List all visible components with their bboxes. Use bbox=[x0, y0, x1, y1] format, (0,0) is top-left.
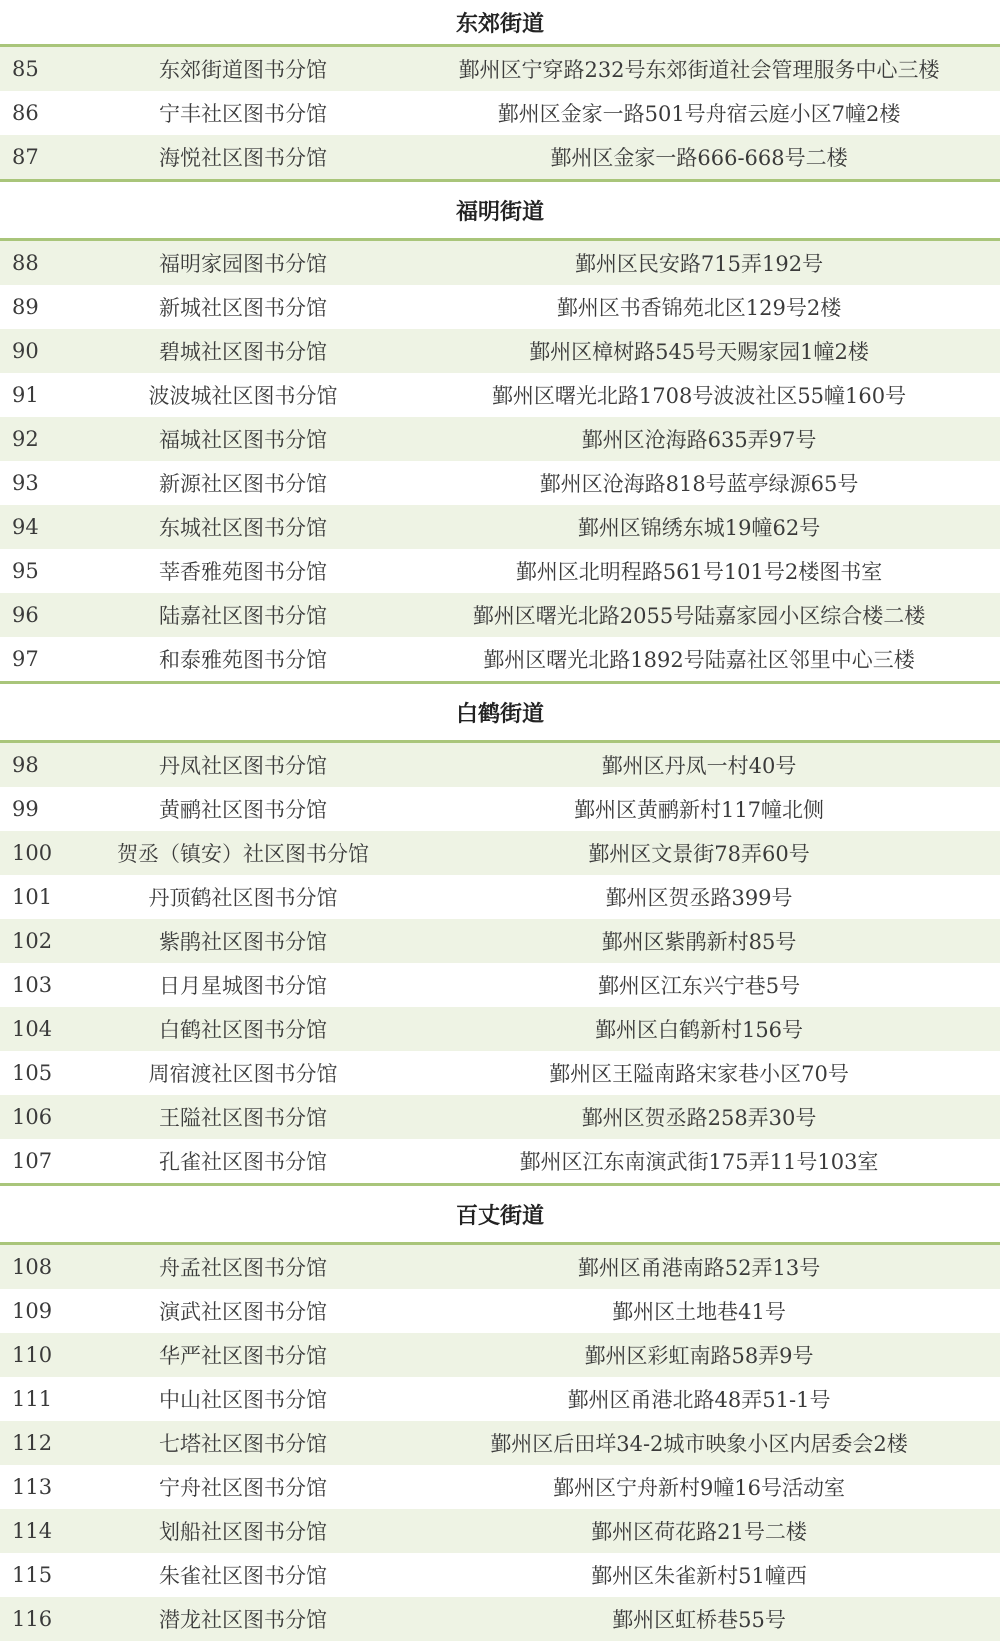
branch-address: 鄞州区沧海路635弄97号 bbox=[581, 428, 817, 452]
table-row bbox=[0, 1051, 1000, 1095]
section-header: 东郊街道 bbox=[0, 0, 1000, 47]
table-row bbox=[0, 1289, 1000, 1333]
branch-address: 鄞州区甬港南路52弄13号 bbox=[577, 1256, 821, 1280]
row-number: 99 bbox=[12, 797, 39, 821]
branch-name: 中山社区图书分馆 bbox=[159, 1388, 327, 1412]
table-row bbox=[0, 47, 1000, 91]
branch-address: 鄞州区白鹤新村156号 bbox=[594, 1018, 804, 1042]
branch-address: 鄞州区丹凤一村40号 bbox=[601, 754, 797, 778]
branch-name: 孔雀社区图书分馆 bbox=[159, 1150, 327, 1174]
branch-address: 鄞州区文景街78弄60号 bbox=[588, 842, 810, 866]
row-number: 110 bbox=[12, 1343, 53, 1367]
row-number: 114 bbox=[12, 1519, 53, 1543]
section-header: 百丈街道 bbox=[0, 1183, 1000, 1245]
branch-name: 新源社区图书分馆 bbox=[159, 472, 327, 496]
row-number: 86 bbox=[12, 101, 39, 125]
branch-address: 鄞州区樟树路545号天赐家园1幢2楼 bbox=[529, 340, 869, 364]
row-number: 93 bbox=[12, 471, 39, 495]
branch-name: 和泰雅苑图书分馆 bbox=[159, 648, 327, 672]
row-number: 94 bbox=[12, 515, 39, 539]
branch-address: 鄞州区曙光北路1708号波波社区55幢160号 bbox=[491, 384, 907, 408]
branch-address: 鄞州区金家一路666-668号二楼 bbox=[550, 146, 848, 170]
row-number: 98 bbox=[12, 753, 39, 777]
branch-name: 宁丰社区图书分馆 bbox=[159, 102, 327, 126]
branch-address: 鄞州区朱雀新村51幢西 bbox=[591, 1564, 807, 1588]
branch-address: 鄞州区江东南演武街175弄11号103室 bbox=[519, 1150, 879, 1174]
branch-address: 鄞州区贺丞路258弄30号 bbox=[581, 1106, 817, 1130]
row-number: 106 bbox=[12, 1105, 53, 1129]
row-number: 111 bbox=[12, 1387, 53, 1411]
branch-name: 黄鹂社区图书分馆 bbox=[159, 798, 327, 822]
table-row bbox=[0, 831, 1000, 875]
row-number: 107 bbox=[12, 1149, 53, 1173]
row-number: 96 bbox=[12, 603, 39, 627]
table-row bbox=[0, 593, 1000, 637]
branch-name: 王隘社区图书分馆 bbox=[159, 1106, 327, 1130]
branch-name: 海悦社区图书分馆 bbox=[159, 146, 327, 170]
table-row bbox=[0, 241, 1000, 285]
branch-address: 鄞州区荷花路21号二楼 bbox=[591, 1520, 807, 1544]
branch-address: 鄞州区黄鹂新村117幢北侧 bbox=[573, 798, 825, 822]
branch-address: 鄞州区曙光北路2055号陆嘉家园小区综合楼二楼 bbox=[472, 604, 926, 628]
table-row bbox=[0, 743, 1000, 787]
branch-name: 潜龙社区图书分馆 bbox=[159, 1608, 327, 1632]
table-row bbox=[0, 1377, 1000, 1421]
table-row bbox=[0, 1509, 1000, 1553]
branch-name: 华严社区图书分馆 bbox=[159, 1344, 327, 1368]
branch-address: 鄞州区北明程路561号101号2楼图书室 bbox=[515, 560, 883, 584]
branch-address: 鄞州区沧海路818号蓝亭绿源65号 bbox=[539, 472, 859, 496]
row-number: 97 bbox=[12, 647, 39, 671]
branch-name: 新城社区图书分馆 bbox=[159, 296, 327, 320]
branch-address: 鄞州区宁舟新村9幢16号活动室 bbox=[552, 1476, 846, 1500]
table-row bbox=[0, 1139, 1000, 1183]
table-row bbox=[0, 373, 1000, 417]
branch-address: 鄞州区贺丞路399号 bbox=[605, 886, 793, 910]
table-row bbox=[0, 285, 1000, 329]
branch-address: 鄞州区紫鹃新村85号 bbox=[601, 930, 797, 954]
branch-name: 周宿渡社区图书分馆 bbox=[148, 1062, 338, 1086]
row-number: 112 bbox=[12, 1431, 53, 1455]
branch-name: 丹凤社区图书分馆 bbox=[159, 754, 327, 778]
section-header: 福明街道 bbox=[0, 179, 1000, 241]
branch-name: 划船社区图书分馆 bbox=[159, 1520, 327, 1544]
branch-name: 陆嘉社区图书分馆 bbox=[159, 604, 327, 628]
row-number: 85 bbox=[12, 57, 39, 81]
table-row bbox=[0, 1245, 1000, 1289]
row-number: 90 bbox=[12, 339, 39, 363]
table-row bbox=[0, 1007, 1000, 1051]
row-number: 88 bbox=[12, 251, 39, 275]
branch-address: 鄞州区江东兴宁巷5号 bbox=[597, 974, 801, 998]
branch-name: 东城社区图书分馆 bbox=[159, 516, 327, 540]
branch-address: 鄞州区民安路715弄192号 bbox=[574, 252, 824, 276]
branch-address: 鄞州区王隘南路宋家巷小区70号 bbox=[549, 1062, 849, 1086]
row-number: 95 bbox=[12, 559, 39, 583]
row-number: 101 bbox=[12, 885, 53, 909]
branch-address: 鄞州区土地巷41号 bbox=[612, 1300, 786, 1324]
branch-name: 日月星城图书分馆 bbox=[159, 974, 327, 998]
row-number: 87 bbox=[12, 145, 39, 169]
row-number: 92 bbox=[12, 427, 39, 451]
row-number: 105 bbox=[12, 1061, 53, 1085]
row-number: 91 bbox=[12, 383, 39, 407]
branch-address: 鄞州区宁穿路232号东郊街道社会管理服务中心三楼 bbox=[458, 58, 940, 82]
branch-name: 莘香雅苑图书分馆 bbox=[159, 560, 327, 584]
branch-address: 鄞州区虹桥巷55号 bbox=[612, 1608, 786, 1632]
table-row bbox=[0, 329, 1000, 373]
table-row bbox=[0, 637, 1000, 681]
table-row bbox=[0, 417, 1000, 461]
table-row bbox=[0, 963, 1000, 1007]
branch-name: 丹顶鹤社区图书分馆 bbox=[148, 886, 338, 910]
table-row bbox=[0, 91, 1000, 135]
table-row bbox=[0, 505, 1000, 549]
branch-address: 鄞州区书香锦苑北区129号2楼 bbox=[556, 296, 842, 320]
row-number: 102 bbox=[12, 929, 53, 953]
branch-name: 东郊街道图书分馆 bbox=[159, 58, 327, 82]
branch-address: 鄞州区锦绣东城19幢62号 bbox=[577, 516, 821, 540]
branch-name: 七塔社区图书分馆 bbox=[159, 1432, 327, 1456]
row-number: 109 bbox=[12, 1299, 53, 1323]
row-number: 103 bbox=[12, 973, 53, 997]
table-row bbox=[0, 549, 1000, 593]
table-row bbox=[0, 135, 1000, 179]
branch-name: 舟孟社区图书分馆 bbox=[159, 1256, 327, 1280]
branch-name: 福明家园图书分馆 bbox=[159, 252, 327, 276]
branch-address: 鄞州区甬港北路48弄51-1号 bbox=[567, 1388, 831, 1412]
section-header: 白鹤街道 bbox=[0, 681, 1000, 743]
branch-name: 碧城社区图书分馆 bbox=[159, 340, 327, 364]
table-row bbox=[0, 1095, 1000, 1139]
branch-name: 朱雀社区图书分馆 bbox=[159, 1564, 327, 1588]
row-number: 104 bbox=[12, 1017, 53, 1041]
branch-address: 鄞州区曙光北路1892号陆嘉社区邻里中心三楼 bbox=[483, 648, 915, 672]
row-number: 100 bbox=[12, 841, 53, 865]
branch-address: 鄞州区彩虹南路58弄9号 bbox=[584, 1344, 814, 1368]
branch-address: 鄞州区金家一路501号舟宿云庭小区7幢2楼 bbox=[497, 102, 901, 126]
table-row bbox=[0, 787, 1000, 831]
branch-name: 宁舟社区图书分馆 bbox=[159, 1476, 327, 1500]
row-number: 113 bbox=[12, 1475, 53, 1499]
branch-name: 演武社区图书分馆 bbox=[159, 1300, 327, 1324]
table-row bbox=[0, 461, 1000, 505]
table-row bbox=[0, 1333, 1000, 1377]
table-row bbox=[0, 919, 1000, 963]
branch-address: 鄞州区后田垟34-2城市映象小区内居委会2楼 bbox=[490, 1432, 908, 1456]
table-row bbox=[0, 875, 1000, 919]
table-row bbox=[0, 1597, 1000, 1641]
branch-name: 贺丞（镇安）社区图书分馆 bbox=[117, 842, 369, 866]
table-row bbox=[0, 1553, 1000, 1597]
branch-name: 紫鹃社区图书分馆 bbox=[159, 930, 327, 954]
row-number: 116 bbox=[12, 1607, 53, 1631]
row-number: 108 bbox=[12, 1255, 53, 1279]
branch-name: 波波城社区图书分馆 bbox=[148, 384, 338, 408]
row-number: 115 bbox=[12, 1563, 53, 1587]
branch-name: 福城社区图书分馆 bbox=[159, 428, 327, 452]
table-row bbox=[0, 1465, 1000, 1509]
row-number: 89 bbox=[12, 295, 39, 319]
branch-name: 白鹤社区图书分馆 bbox=[159, 1018, 327, 1042]
table-row bbox=[0, 1421, 1000, 1465]
